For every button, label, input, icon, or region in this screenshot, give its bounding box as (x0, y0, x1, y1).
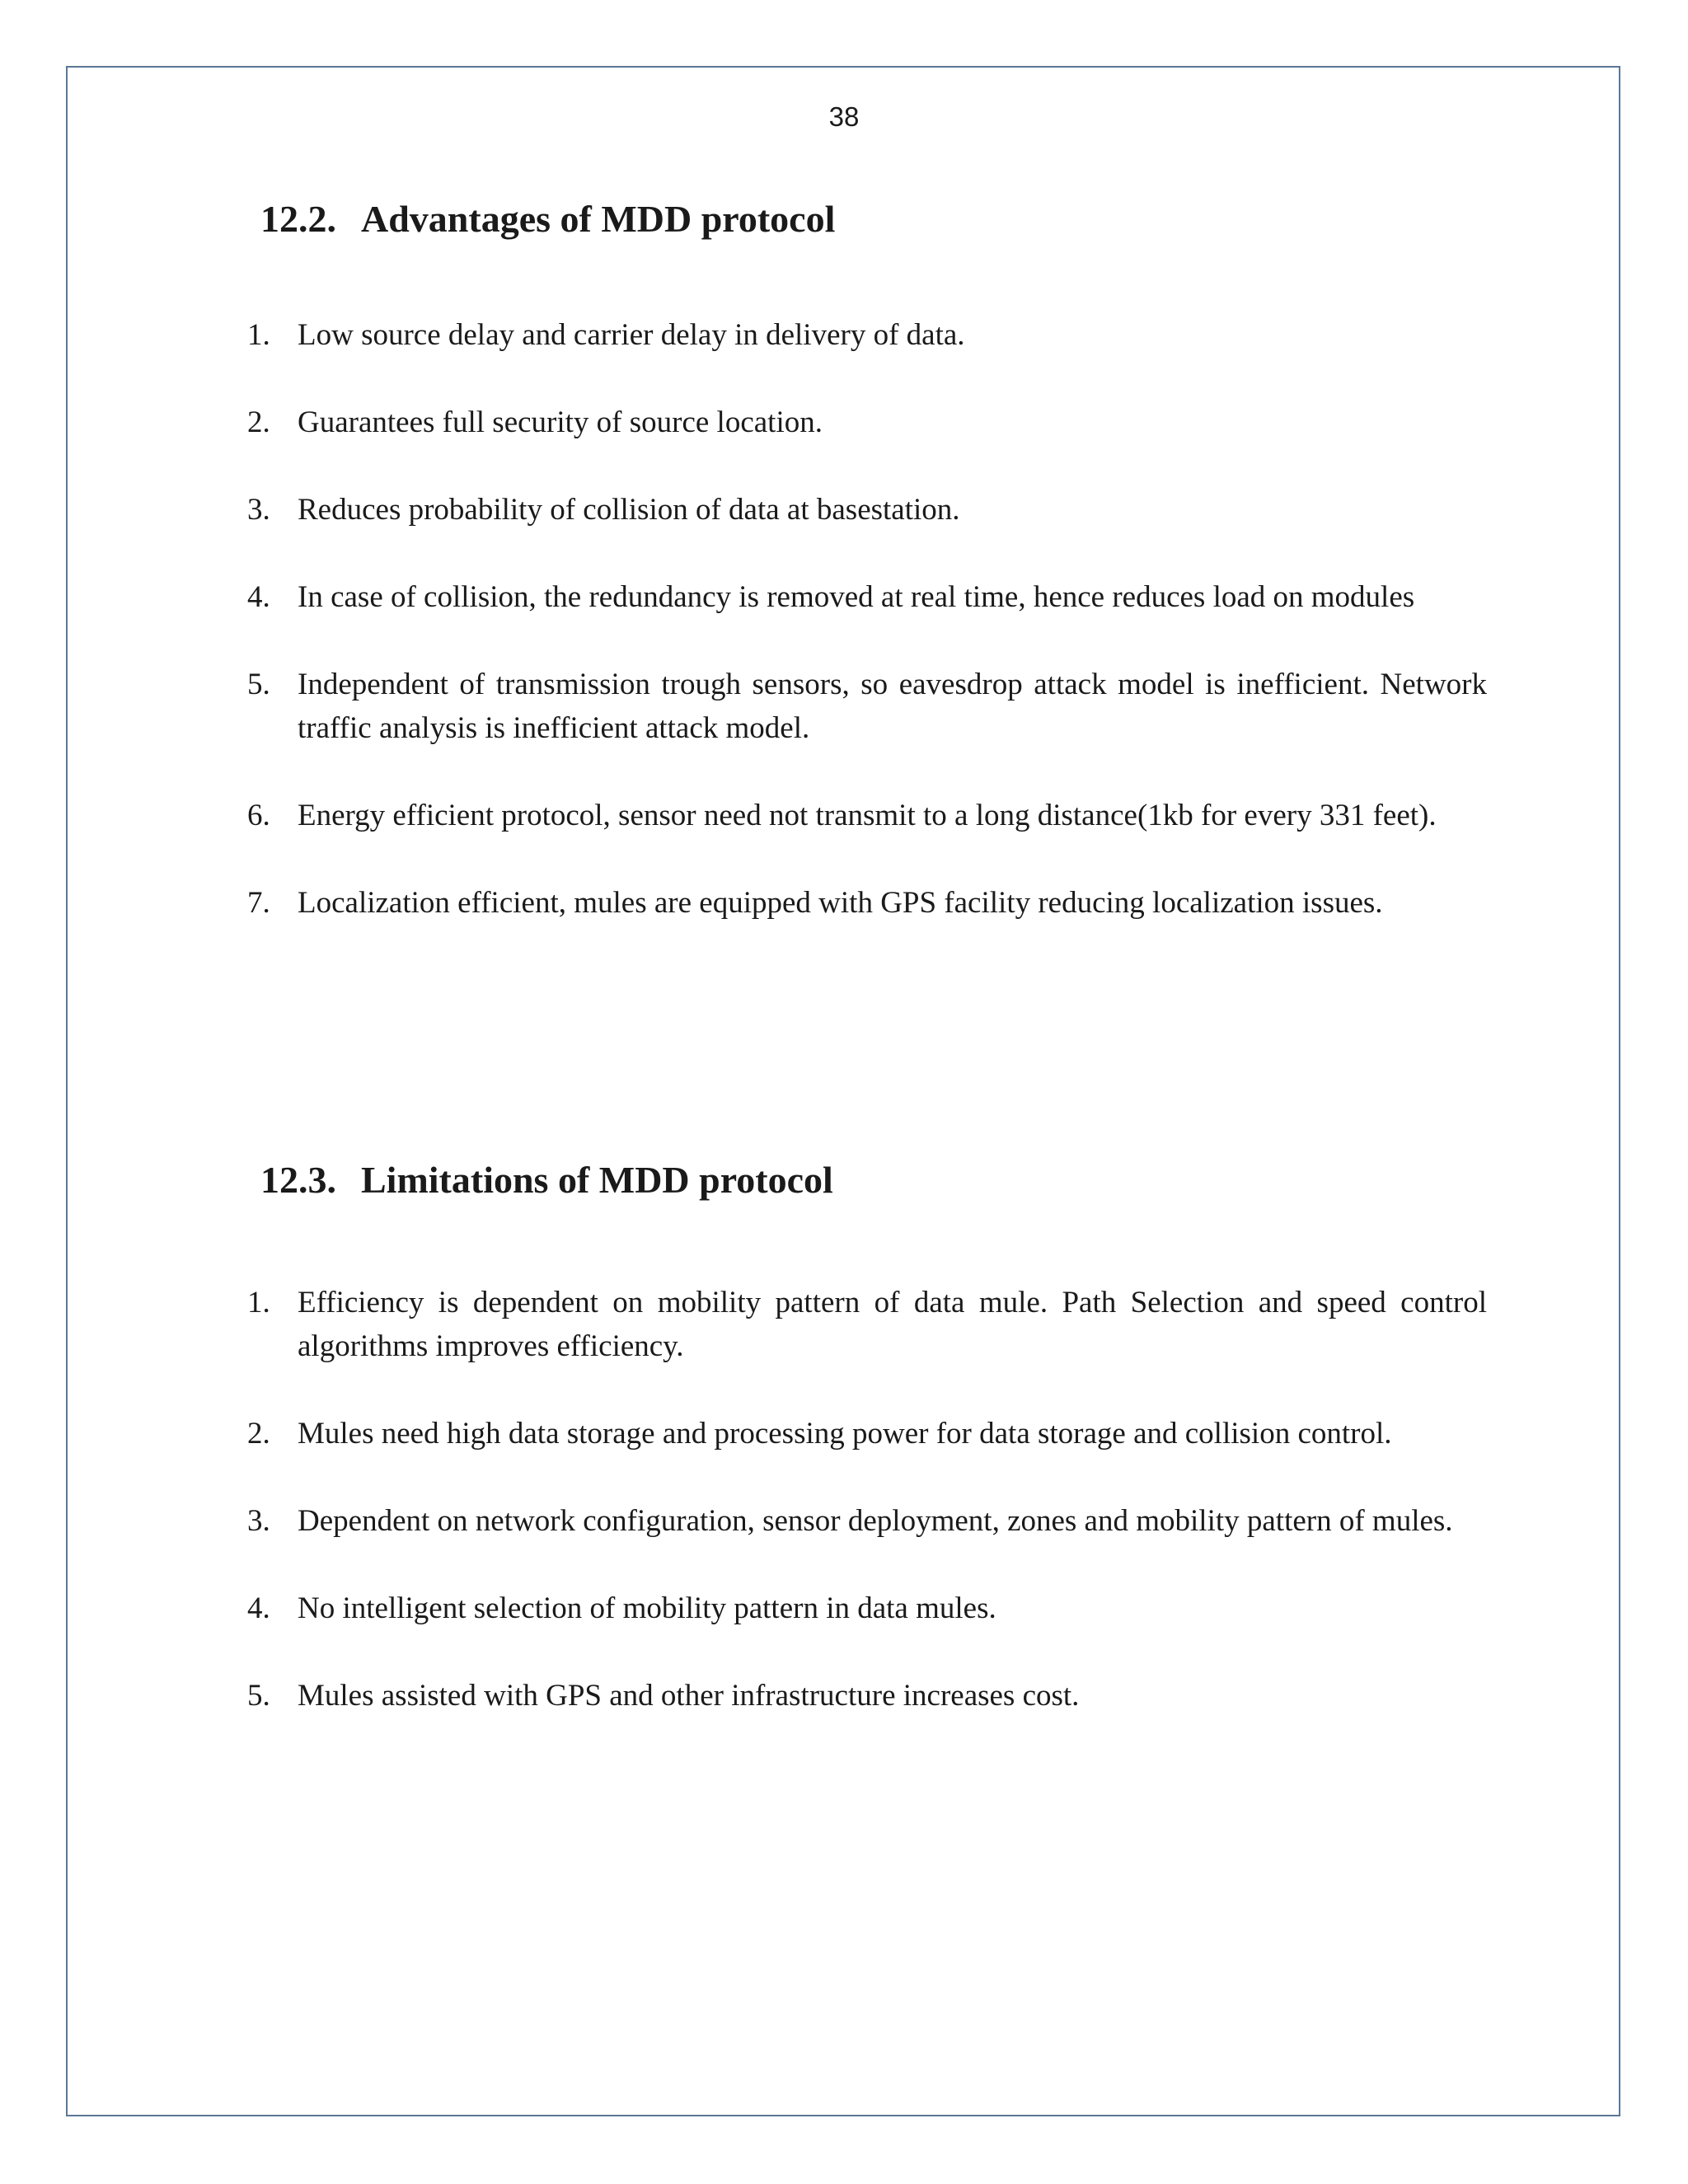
list-item (247, 313, 1487, 357)
list-item-text: Mules need high data storage and processing power for data storage and collision control. (298, 1417, 1392, 1451)
list-item (247, 1412, 1487, 1455)
list-item-text: In case of collision, the redundancy is removed at real time, hence reduces load on modules (298, 580, 1415, 614)
list-marker: 5. (247, 668, 270, 701)
list-item-text: Low source delay and carrier delay in delivery of data. (298, 318, 965, 352)
list-marker: 2. (247, 405, 270, 439)
list-item-text: Energy efficient protocol, sensor need not transmit to a long distance(1kb for every 331 feet). (298, 799, 1437, 832)
page-number: 38 (828, 101, 860, 132)
list-item-text: Dependent on network configuration, sensor deployment, zones and mobility pattern of mules. (298, 1504, 1453, 1538)
limitations-list (247, 1281, 1487, 1718)
list-item (247, 1674, 1487, 1718)
list-item-text: Localization efficient, mules are equipped with GPS facility reducing localization issues. (298, 886, 1383, 920)
list-item (247, 575, 1487, 619)
list-item (247, 794, 1487, 837)
list-item-text: Independent of transmission trough sensors, so eavesdrop attack model is inefficient. Network traffic analysis is inefficient attack model. (298, 668, 1487, 745)
advantages-list (247, 313, 1487, 925)
list-item (247, 663, 1487, 750)
list-item (247, 881, 1487, 925)
list-item-text: Efficiency is dependent on mobility pattern of data mule. Path Selection and speed control algorithms improves efficiency. (298, 1286, 1487, 1363)
list-marker: 4. (247, 580, 270, 614)
section-heading-limitations (260, 1157, 833, 1203)
list-marker: 2. (247, 1417, 270, 1451)
list-item-text: Mules assisted with GPS and other infrastructure increases cost. (298, 1679, 1080, 1713)
list-marker: 7. (247, 886, 270, 920)
list-item-text: Guarantees full security of source location. (298, 405, 823, 439)
section-title: Advantages of MDD protocol (361, 198, 836, 240)
list-item (247, 1281, 1487, 1368)
list-marker: 4. (247, 1591, 270, 1625)
section-heading-advantages (260, 196, 835, 242)
list-item (247, 1586, 1487, 1630)
list-marker: 1. (247, 318, 270, 352)
list-marker: 5. (247, 1679, 270, 1713)
list-marker: 3. (247, 493, 270, 527)
list-item (247, 1499, 1487, 1543)
list-item-text: Reduces probability of collision of data at basestation. (298, 493, 960, 527)
section-title: Limitations of MDD protocol (361, 1159, 833, 1201)
list-marker: 1. (247, 1286, 270, 1319)
list-item (247, 401, 1487, 444)
list-item (247, 488, 1487, 532)
list-marker: 6. (247, 799, 270, 832)
list-marker: 3. (247, 1504, 270, 1538)
section-number: 12.2. (260, 198, 336, 240)
section-number: 12.3. (260, 1159, 336, 1201)
list-item-text: No intelligent selection of mobility pattern in data mules. (298, 1591, 996, 1625)
